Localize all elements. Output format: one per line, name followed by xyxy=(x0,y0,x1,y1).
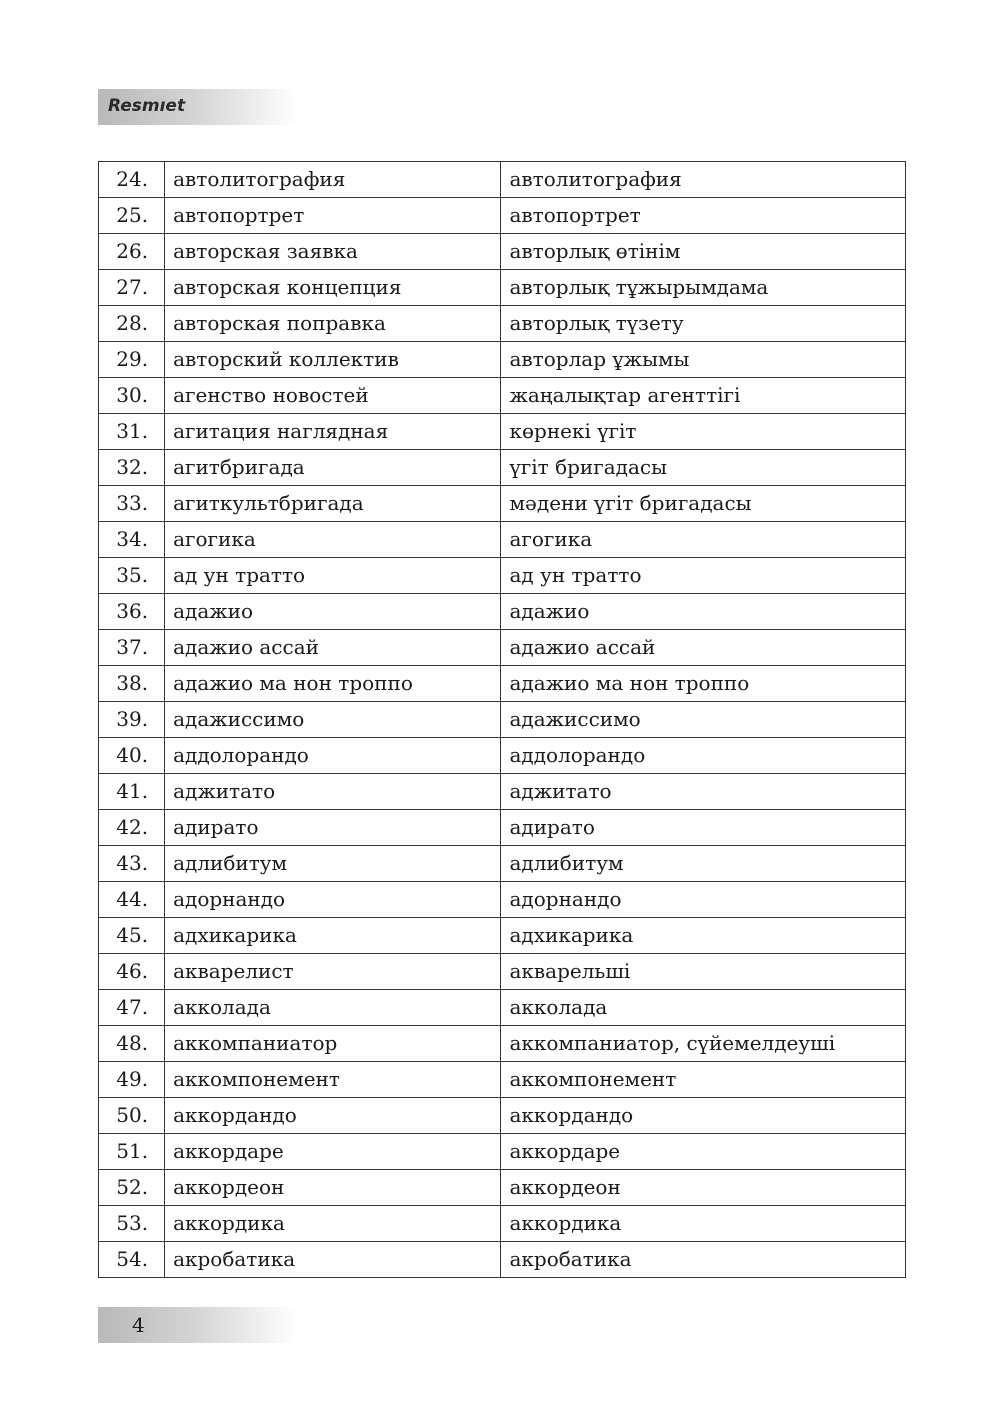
russian-term: адажио xyxy=(165,594,501,630)
table-row xyxy=(99,378,906,414)
table-row xyxy=(99,1242,906,1278)
russian-term: адхикарика xyxy=(165,918,501,954)
russian-term: аккомпонемент xyxy=(165,1062,501,1098)
row-number: 35. xyxy=(99,558,165,594)
russian-term: авторский коллектив xyxy=(165,342,501,378)
russian-term: акробатика xyxy=(165,1242,501,1278)
table-row xyxy=(99,630,906,666)
row-number: 48. xyxy=(99,1026,165,1062)
russian-term: адажио ассай xyxy=(165,630,501,666)
row-number: 52. xyxy=(99,1170,165,1206)
table-row xyxy=(99,234,906,270)
table-row xyxy=(99,1170,906,1206)
kazakh-term: агогика xyxy=(501,522,906,558)
russian-term: автопортрет xyxy=(165,198,501,234)
kazakh-term: адажиссимо xyxy=(501,702,906,738)
row-number: 29. xyxy=(99,342,165,378)
table-row xyxy=(99,198,906,234)
russian-term: адорнандо xyxy=(165,882,501,918)
russian-term: агиткультбригада xyxy=(165,486,501,522)
terms-table xyxy=(98,161,906,1278)
kazakh-term: үгіт бригадасы xyxy=(501,450,906,486)
kazakh-term: автопортрет xyxy=(501,198,906,234)
table-row xyxy=(99,1062,906,1098)
table-row xyxy=(99,306,906,342)
table-row xyxy=(99,594,906,630)
table-row xyxy=(99,162,906,198)
kazakh-term: адхикарика xyxy=(501,918,906,954)
table-row xyxy=(99,1206,906,1242)
table-row xyxy=(99,810,906,846)
russian-term: акколада xyxy=(165,990,501,1026)
kazakh-term: аккордандо xyxy=(501,1098,906,1134)
kazakh-term: акварельші xyxy=(501,954,906,990)
table-row xyxy=(99,702,906,738)
kazakh-term: мәдени үгіт бригадасы xyxy=(501,486,906,522)
kazakh-term: аккордаре xyxy=(501,1134,906,1170)
kazakh-term: аккомпаниатор, сүйемелдеуші xyxy=(501,1026,906,1062)
table-row xyxy=(99,270,906,306)
table-row xyxy=(99,522,906,558)
russian-term: акварелист xyxy=(165,954,501,990)
kazakh-term: көрнекі үгіт xyxy=(501,414,906,450)
header-title: Resmıet xyxy=(108,96,186,116)
russian-term: аджитато xyxy=(165,774,501,810)
row-number: 26. xyxy=(99,234,165,270)
row-number: 31. xyxy=(99,414,165,450)
kazakh-term: адажио ма нон троппо xyxy=(501,666,906,702)
russian-term: агитация наглядная xyxy=(165,414,501,450)
russian-term: авторская поправка xyxy=(165,306,501,342)
kazakh-term: адлибитум xyxy=(501,846,906,882)
page-footer xyxy=(98,1307,298,1343)
row-number: 34. xyxy=(99,522,165,558)
row-number: 47. xyxy=(99,990,165,1026)
page-number: 4 xyxy=(132,1313,145,1337)
kazakh-term: авторлық өтінім xyxy=(501,234,906,270)
row-number: 36. xyxy=(99,594,165,630)
row-number: 54. xyxy=(99,1242,165,1278)
table-row xyxy=(99,882,906,918)
russian-term: адлибитум xyxy=(165,846,501,882)
table-row xyxy=(99,846,906,882)
table-row xyxy=(99,558,906,594)
kazakh-term: ад ун тратто xyxy=(501,558,906,594)
kazakh-term: адажио xyxy=(501,594,906,630)
kazakh-term: аккордика xyxy=(501,1206,906,1242)
russian-term: аккордеон xyxy=(165,1170,501,1206)
russian-term: адажио ма нон троппо xyxy=(165,666,501,702)
russian-term: аддолорандо xyxy=(165,738,501,774)
russian-term: агогика xyxy=(165,522,501,558)
russian-term: аккордика xyxy=(165,1206,501,1242)
russian-term: автолитография xyxy=(165,162,501,198)
russian-term: авторская концепция xyxy=(165,270,501,306)
kazakh-term: аккордеон xyxy=(501,1170,906,1206)
table-row xyxy=(99,342,906,378)
table-row xyxy=(99,954,906,990)
row-number: 51. xyxy=(99,1134,165,1170)
row-number: 43. xyxy=(99,846,165,882)
row-number: 40. xyxy=(99,738,165,774)
russian-term: аккордандо xyxy=(165,1098,501,1134)
table-row xyxy=(99,666,906,702)
row-number: 53. xyxy=(99,1206,165,1242)
row-number: 45. xyxy=(99,918,165,954)
running-header xyxy=(98,89,298,125)
row-number: 25. xyxy=(99,198,165,234)
table-row xyxy=(99,774,906,810)
kazakh-term: адорнандо xyxy=(501,882,906,918)
table-row xyxy=(99,450,906,486)
kazakh-term: адажио ассай xyxy=(501,630,906,666)
russian-term: агитбригада xyxy=(165,450,501,486)
row-number: 33. xyxy=(99,486,165,522)
row-number: 49. xyxy=(99,1062,165,1098)
kazakh-term: аккомпонемент xyxy=(501,1062,906,1098)
kazakh-term: аджитато xyxy=(501,774,906,810)
kazakh-term: авторлық тұжырымдама xyxy=(501,270,906,306)
kazakh-term: аддолорандо xyxy=(501,738,906,774)
russian-term: адажиссимо xyxy=(165,702,501,738)
row-number: 28. xyxy=(99,306,165,342)
kazakh-term: адирато xyxy=(501,810,906,846)
russian-term: аккордаре xyxy=(165,1134,501,1170)
kazakh-term: жаңалықтар агенттігі xyxy=(501,378,906,414)
russian-term: агенство новостей xyxy=(165,378,501,414)
table-row xyxy=(99,738,906,774)
russian-term: ад ун тратто xyxy=(165,558,501,594)
kazakh-term: авторлар ұжымы xyxy=(501,342,906,378)
row-number: 46. xyxy=(99,954,165,990)
kazakh-term: акколада xyxy=(501,990,906,1026)
row-number: 30. xyxy=(99,378,165,414)
kazakh-term: автолитография xyxy=(501,162,906,198)
table-row xyxy=(99,414,906,450)
row-number: 50. xyxy=(99,1098,165,1134)
table-row xyxy=(99,1026,906,1062)
russian-term: авторская заявка xyxy=(165,234,501,270)
table-row xyxy=(99,918,906,954)
row-number: 38. xyxy=(99,666,165,702)
russian-term: адирато xyxy=(165,810,501,846)
row-number: 27. xyxy=(99,270,165,306)
table-row xyxy=(99,1098,906,1134)
kazakh-term: авторлық түзету xyxy=(501,306,906,342)
row-number: 37. xyxy=(99,630,165,666)
terms-table-body xyxy=(99,162,906,1278)
row-number: 39. xyxy=(99,702,165,738)
table-row xyxy=(99,990,906,1026)
row-number: 44. xyxy=(99,882,165,918)
table-row xyxy=(99,1134,906,1170)
russian-term: аккомпаниатор xyxy=(165,1026,501,1062)
row-number: 32. xyxy=(99,450,165,486)
kazakh-term: акробатика xyxy=(501,1242,906,1278)
row-number: 41. xyxy=(99,774,165,810)
row-number: 42. xyxy=(99,810,165,846)
table-row xyxy=(99,486,906,522)
row-number: 24. xyxy=(99,162,165,198)
